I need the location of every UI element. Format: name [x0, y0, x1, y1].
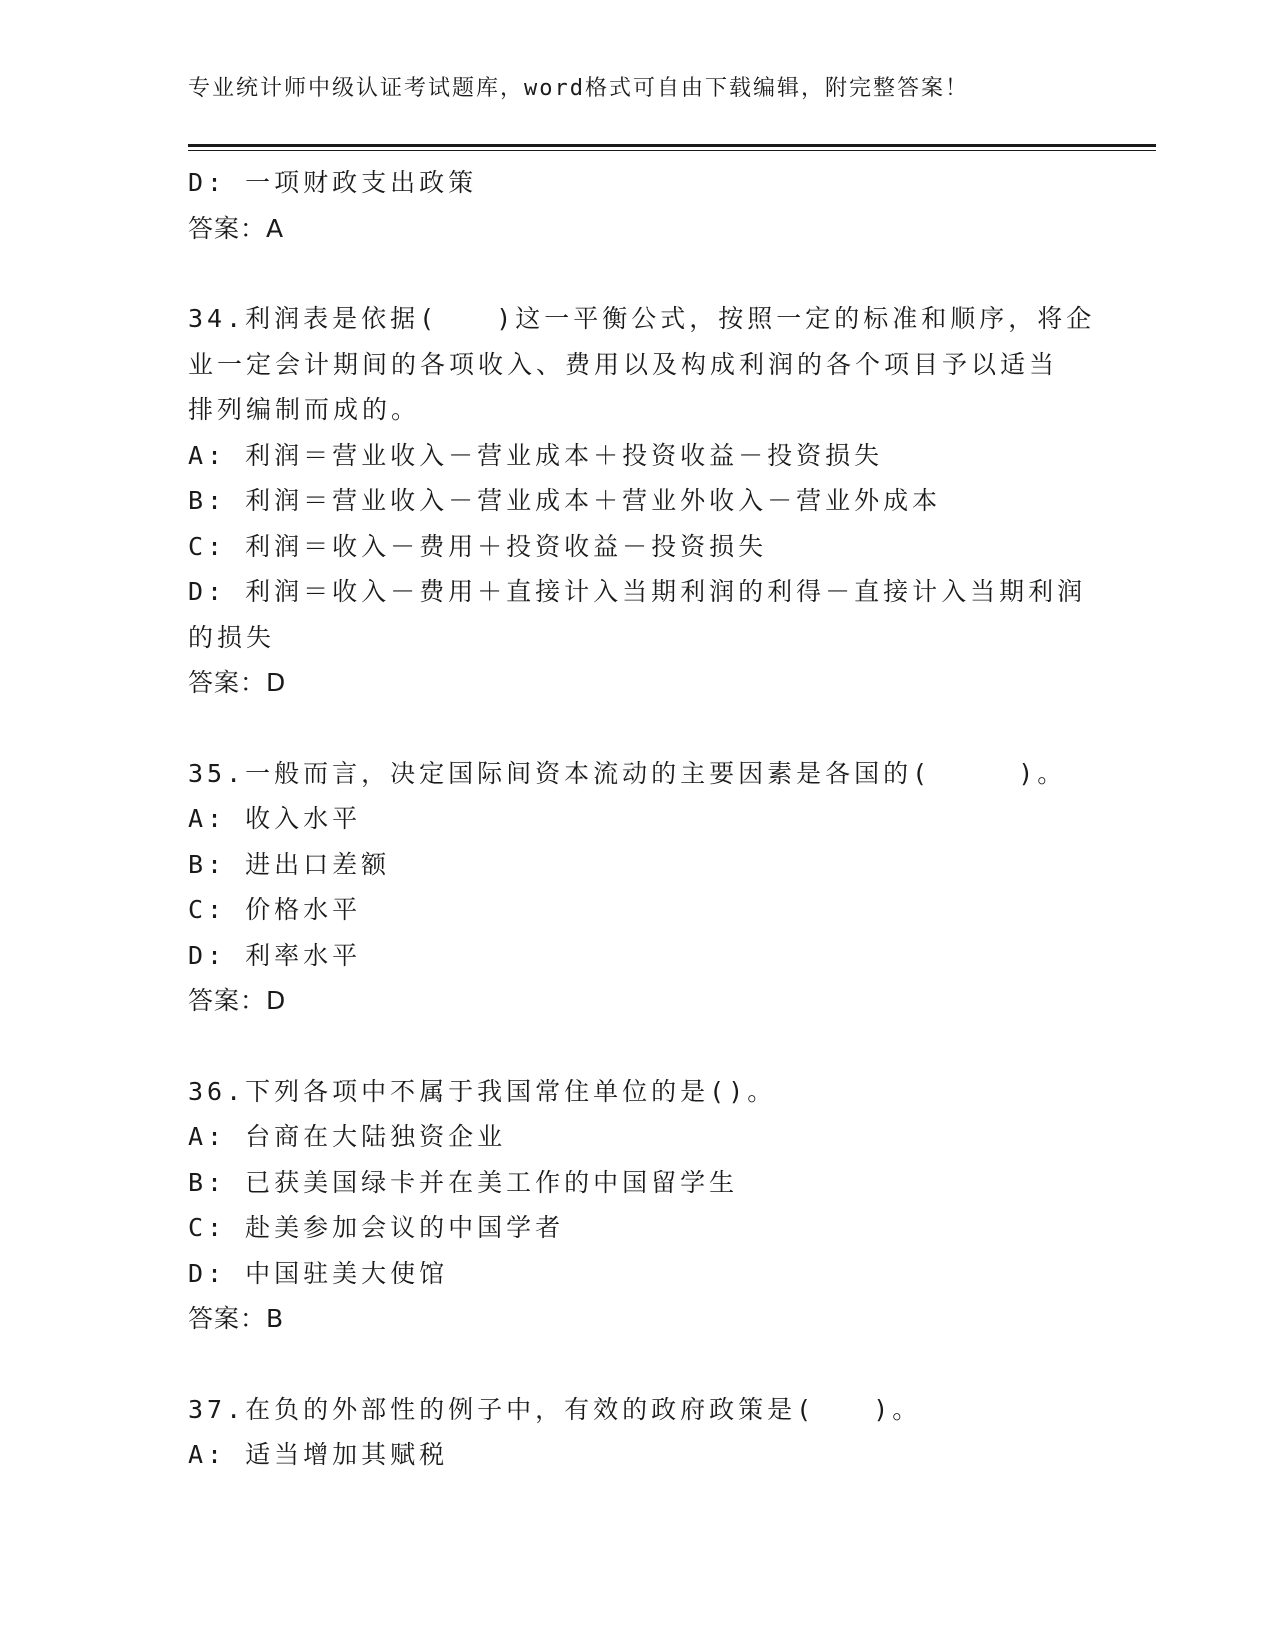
question-block-prev: [188, 160, 1088, 251]
option-b: B: 进出口差额: [188, 849, 391, 879]
question-text-line: 业一定会计期间的各项收入、费用以及构成利润的各个项目予以适当: [188, 349, 1059, 379]
question-text-line: 34.利润表是依据( )这一平衡公式，按照一定的标准和顺序，将企: [188, 304, 1096, 333]
header-rule-thin: [188, 150, 1156, 151]
option-a: A: 适当增加其赋税: [188, 1440, 449, 1469]
question-block-36: [188, 1069, 1088, 1342]
option-d: D: 利率水平: [188, 940, 362, 970]
option-d: D: 中国驻美大使馆: [188, 1258, 449, 1288]
question-text-line: 35.一般而言，决定国际间资本流动的主要因素是各国的( )。: [188, 758, 1067, 788]
question-list: [188, 160, 1096, 1478]
question-text-line: 37.在负的外部性的例子中，有效的政府政策是( )。: [188, 1394, 922, 1424]
option-a: A: 利润＝营业收入－营业成本＋投资收益－投资损失: [188, 440, 884, 470]
option-a: A: 收入水平: [188, 804, 362, 833]
option-a: A: 台商在大陆独资企业: [188, 1122, 507, 1151]
answer-line: 答案：D: [188, 986, 287, 1015]
option-d: D: 一项财政支出政策: [188, 168, 478, 197]
option-d-continued: 的损失: [188, 622, 276, 652]
option-b: B: 已获美国绿卡并在美工作的中国留学生: [188, 1167, 739, 1197]
option-c: C: 赴美参加会议的中国学者: [188, 1213, 565, 1242]
question-text-line: 排列编制而成的。: [188, 395, 421, 424]
option-b: B: 利润＝营业收入－营业成本＋营业外收入－营业外成本: [188, 486, 942, 515]
question-block-37: [188, 1387, 1088, 1478]
answer-line: 答案：B: [188, 1304, 285, 1333]
option-d: D: 利润＝收入－费用＋直接计入当期利润的利得－直接计入当期利润: [188, 577, 1087, 606]
question-block-34: [188, 296, 1096, 706]
question-text-line: 36.下列各项中不属于我国常住单位的是()。: [188, 1076, 777, 1106]
option-c: C: 价格水平: [188, 895, 362, 924]
header-rule-thick: [188, 144, 1156, 147]
answer-line: 答案：D: [188, 668, 287, 697]
answer-line: 答案：A: [188, 213, 285, 243]
question-block-35: [188, 751, 1088, 1024]
option-c: C: 利润＝收入－费用＋投资收益－投资损失: [188, 531, 768, 561]
page-header: 专业统计师中级认证考试题库，word格式可自由下载编辑，附完整答案！: [188, 76, 969, 101]
